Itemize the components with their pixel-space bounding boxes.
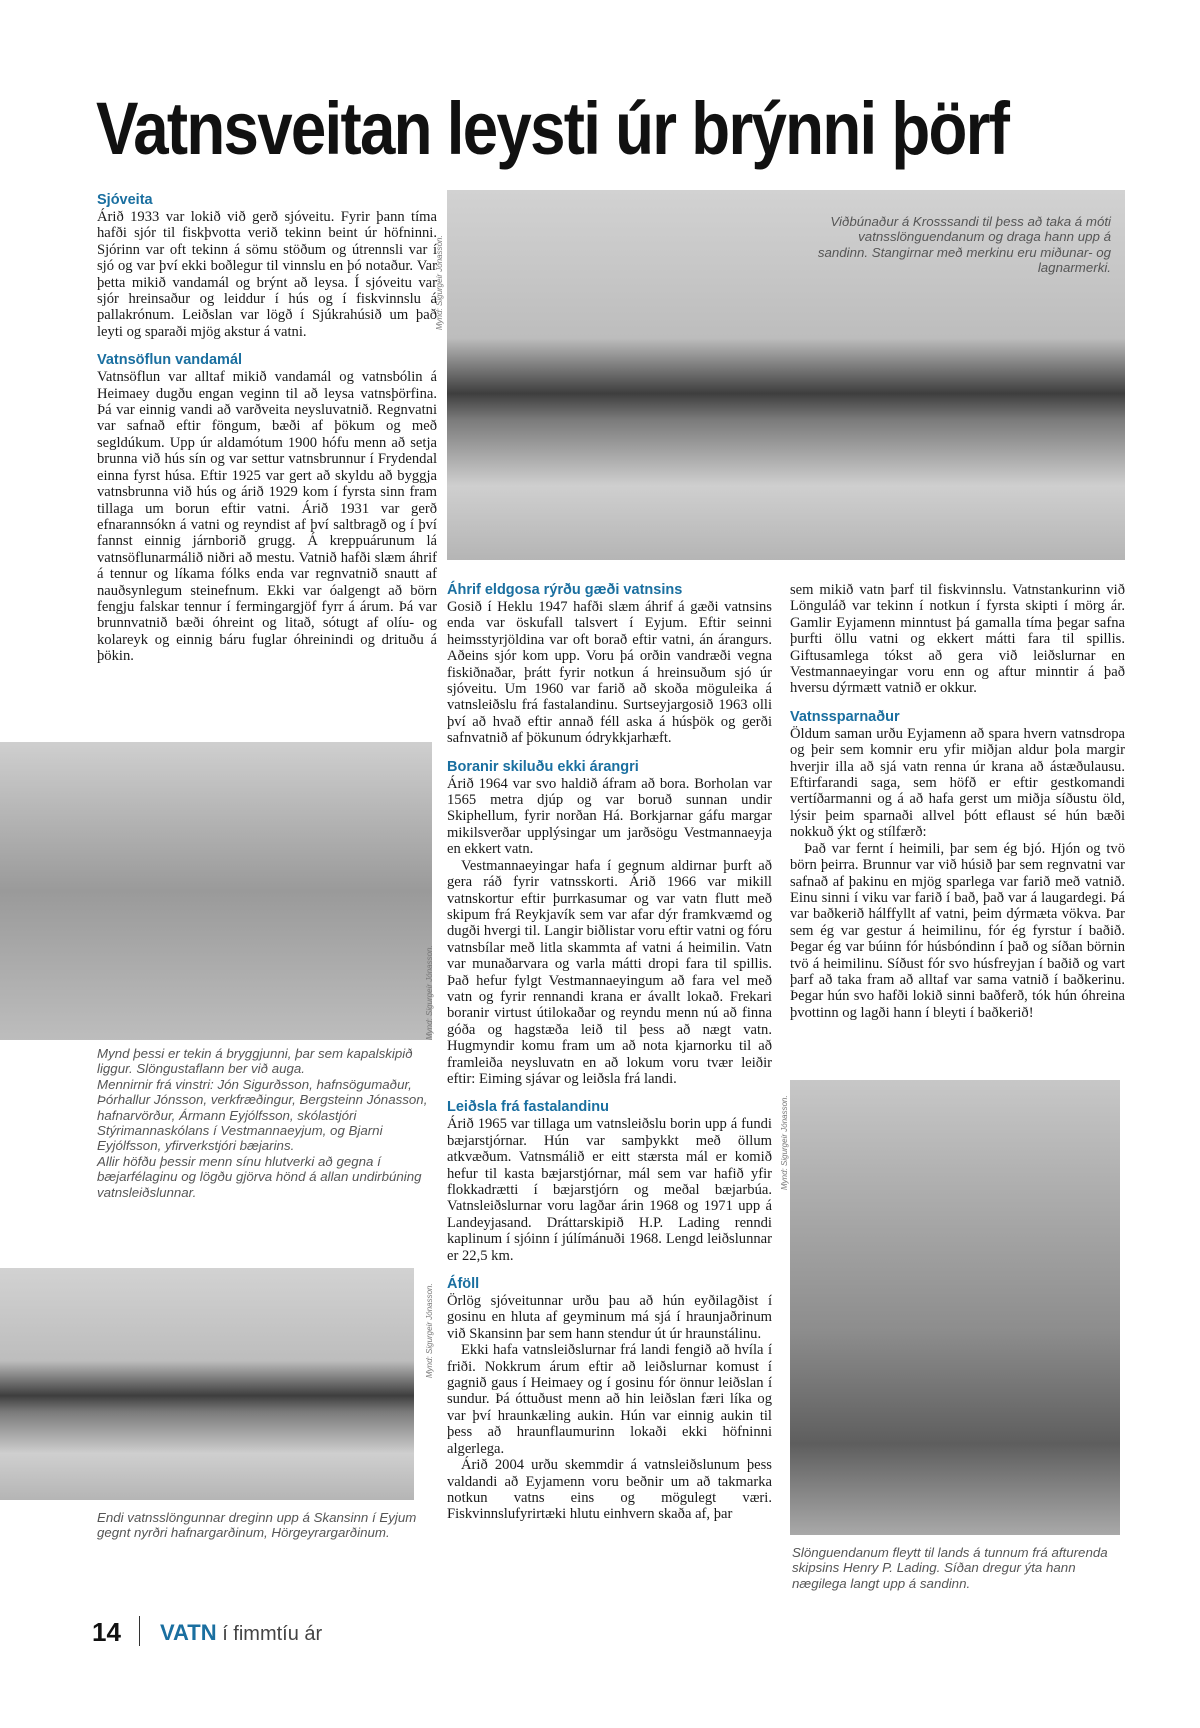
section-heading: Vatnsöflun vandamál (97, 352, 243, 369)
photo-floats (790, 1080, 1120, 1535)
photo-krosssandur (447, 190, 1125, 560)
section-heading: Sjóveita (97, 192, 153, 208)
brand-subtitle: í fimmtíu ár (222, 1623, 323, 1645)
section-body: sem mikið vatn þarf til fiskvinnslu. Vatnstankurinn við Lönguláð var tekinn í notkun í fyrsta skipti í mörg ár. Gamlir Eyjamenn minntust þá gamalla tíma þegar safna þurfti öllu vatni og ekkert mátti fara til spillis. Giftusamlega tókst að gera við leiðslurnar en Vestmannaeyingar voru enn og aftur minntir á það hversu dýrmætt vatnið er okkur. (790, 582, 1125, 697)
photo-caption: Slönguendanum fleytt til lands á tunnum frá afturenda skipsins Henry P. Lading. Síðan dregur ýta hann nægilega langt upp á sandinn. (792, 1545, 1108, 1591)
photo-credit: Mynd: Sigurgeir Jónasson. (425, 1283, 434, 1378)
section-body: Ekki hafa vatnsleiðslurnar frá landi fengið að hvíla í friði. Nokkrum árum eftir að leiðslurnar komust í gagnið gaus í Heimaey og í gosinu fór önnur leiðslan í sundur. Þá óttuðust menn að hin leiðslan færi líka og var því hraunkæling aukin. Hún var einnig aukin til þess að hraunflaumurinn lokaði ekki höfninni algerlega. (447, 1342, 772, 1457)
photo-credit: Mynd: Sigurgeir Jónasson. (435, 235, 444, 330)
section-body: Vatnsöflun var alltaf mikið vandamál og vatnsbólin á Heimaey dugðu engan veginn til að leysa vatnsþörfina. Þá var einnig vandi að varðveita neysluvatnið. Regnvatni var safnað eftir föngum, bæði af þökum og með segldúkum. Upp úr aldamótum 1900 hófu menn að setja brunna við hús sín og var settur vatnsbrunnur í Frydendal einna fyrst húsa. Eftir 1925 var gert að skyldu að byggja vatnsbrunna við hús og árið 1929 kom í fyrsta sinn fram tillaga um borun eftir vatni. Árið 1931 var gerð efnarannsókn á vatni og reyndist af því saltbragð og í því fannst einnig járnborið grugg. Á kreppuárunum lá vatnsöflunarmálið niðri að mestu. Vatnið hafði slæm áhrif á tennur og líkama fólks enda var regnvatnið snautt af nauðsynlegum steinefnum. Ekki var óalgengt að börn fengju falskar tennur í fermingargjöf fyrr á árum. Þá var brunnvatnið bæði óhreint og litað, sótugt af olíu- og kolareyk og einnig báru fuglar óhreinindi og drituðu á þökin. (97, 369, 437, 665)
section-heading: Leiðsla frá fastalandinu (447, 1099, 609, 1116)
footer-divider (139, 1616, 140, 1646)
section-body: Árið 1933 var lokið við gerð sjóveitu. Fyrir þann tíma hafði sjór til fiskþvotta verið tekinn beint úr höfninni. Sjórinn var oft tekinn á sömu stöðum og útrennsli var í sjó og var því ekki boðlegur til vinnslu en þó notaður. Var þetta mikið vandamál og brýnt að leysa. Í sjóveitu var sjór hreinsaður og leiddur í hús og í fiskvinnslu á pallakrónum. Leiðslan var lögð í Sjúkrahúsið um það leyti og sparaði mjög akstur á vatni. (97, 209, 437, 340)
section-heading: Boranir skiluðu ekki árangri (447, 758, 639, 775)
section-body: Vestmannaeyingar hafa í gegnum aldirnar þurft að gera ráð fyrir vatnsskorti. Árið 1966 var mikill vatnskortur eftir þurrkasumar og var vatn flutt með skipum frá Reykjavík sem var afar dýr framkvæmd og dugði hvergi til. Langir biðlistar voru eftir vatni og fóru vatnsbílar með litla skammta af vatni á heimilin. Vatn var munaðarvara og varla mátti dropi fara til spillis. Það hefur fylgt Vestmannaeyingum að fara vel með vatn og fyrir rennandi krana er ávallt lokað. Frekari boranir virtust útilokaðar og reyndu menn nú að finna góða og hagstæða leið til þess að nægt vatn. Hugmyndir komu fram um að nota kjarnorku til að framleiða neysluvatn en að lokum voru tvær leiðir eftir: Eiming sjávar og leiðsla frá landi. (447, 857, 772, 1087)
photo-credit: Mynd: Sigurgeir Jónasson. (425, 945, 434, 1040)
left-column (97, 192, 437, 665)
page-number: 14 (92, 1617, 121, 1647)
section-heading: Vatnssparnaður (790, 708, 900, 725)
section-heading: Áföll (447, 1276, 480, 1293)
photo-men-on-pier (0, 742, 432, 1040)
section-body: Það var fernt í heimili, þar sem ég bjó. Hjón og tvö börn þeirra. Brunnur var við húsið þar sem regnvatni var safnað af þakinu en mjög sparlega var farið með vatnið. Einu sinni í viku var farið í bað, það var á laugardegi. Þá var baðkerið hálffyllt af vatni, þeim dýrmæta vökva. Þar sem ég var gestur á heimilinu, fór ég fyrstur í baðið. Þegar ég var búinn fór húsbóndinn í það og síðan börnin tvö á heimilinu. Síðust fór svo húsfreyjan í baðið og vart þarf að taka fram að alltaf var sama vatnið í baðkerinu. Þegar hún svo hafði lokið sinni baðferð, tók hún óhreina þvottinn og lagði hann í bleyti í baðkerið! (790, 840, 1125, 1021)
photo-caption: Endi vatnsslöngunnar dreginn upp á Skansinn í Eyjum gegnt nyrðri hafnargarðinum, Hörgeyrargarðinum. (97, 1510, 417, 1541)
footer-brand (160, 1620, 322, 1646)
photo-ship (0, 1268, 414, 1500)
photo-credit: Mynd: Sigurgeir Jónasson. (780, 1095, 789, 1190)
section-body: Öldum saman urðu Eyjamenn að spara hvern vatnsdropa og þeir sem komnir eru yfir miðjan aldur þola margir hverjir illa að sjá vatn renna úr krana að ástæðulausu. Eftirfarandi saga, sem höfð er eftir gestkomandi vertíðarmanni og á að hafa gerst um miðja síðustu öld, lýsir þeim sparnaði allvel þótt eflaust sé hún bæði nokkuð ýkt og stílfærð: (790, 725, 1125, 841)
photo-caption: Viðbúnaður á Krosssandi til þess að taka á móti vatnsslönguendanum og draga hann upp á sandinn. Stangirnar með merkinu eru miðunar- og lagnarmerki. (817, 214, 1111, 276)
section-body: Örlög sjóveitunnar urðu þau að hún eyðilagðist í gosinu en hluta af geyminum má sjá í hraunjaðrinum við Skansinn þar sem hann stendur út úr hraunstálinu. (447, 1293, 772, 1342)
section-heading: Áhrif eldgosa rýrðu gæði vatnsins (447, 582, 683, 598)
section-body: Árið 2004 urðu skemmdir á vatnsleiðslunum þess valdandi að Eyjamenn voru beðnir um að takmarka notkun vatns eins og mögulegt væri. Fiskvinnslufyrirtæki hlutu einhvern skaða af, þar (447, 1457, 772, 1523)
right-column (790, 582, 1125, 1021)
photo-caption: Mynd þessi er tekin á bryggjunni, þar sem kapalskipið liggur. Slöngustaflann ber við auga. Mennirnir frá vinstri: Jón Sigurðsson, hafnsögumaður, Þórhallur Jónsson, verkfræðingur, Bergsteinn Jónasson, hafnarvörður, Ármann Eyjólfsson, skólastjóri Stýrimannaskólans í Vestmannaeyjum, og Bjarni Eyjólfsson, yfirverkstjóri bæjarins. Allir höfðu þessir menn sínu hlutverki að gegna í bæjarfélaginu og lögðu gjörva hönd á allan undirbúning vatnsleiðslunnar. (97, 1046, 428, 1200)
page-title: Vatnsveitan leysti úr brýnni þörf (96, 87, 1009, 170)
section-body: Árið 1965 var tillaga um vatnsleiðslu borin upp á fundi bæjarstjórnar. Hún var samþykkt með öllum atkvæðum. Vatnsmálið er eitt stærsta mál er komið hefur til kasta bæjarstjórnar, mál sem var hafið yfir flokkadrætti í bæjarstjórn og meðal bæjarbúa. Vatnsleiðslurnar voru lagðar árin 1968 og 1971 upp á Landeyjasand. Dráttarskipið H.P. Lading renndi kaplinum í sjóinn í júlímánuði 1968. Lengd leiðslunnar er 22,5 km. (447, 1116, 772, 1264)
middle-column (447, 582, 772, 1523)
section-body: Árið 1964 var svo haldið áfram að bora. Borholan var 1565 metra djúp og var boruð sunnan undir Skiphellum, fyrir norðan Há. Borkjarnar gáfu margar mikilsverðar upplýsingar um jarðsögu Vestmannaeyja en ekkert vatn. (447, 775, 772, 858)
brand-name: VATN (160, 1620, 217, 1645)
section-body: Gosið í Heklu 1947 hafði slæm áhrif á gæði vatnsins enda var öskufall talsvert í Eyjum. Eftir seinni heimsstyrjöldina var oft borað eftir vatni, án árangurs. Aðeins sjór kom upp. Voru þá orðin vandræði vegna fiskiðnaðar, þrátt fyrir notkun á hreinsuðum sjó úr sjóveitu. Um 1960 var farið að skoða möguleika á vatnsleiðslu frá fastalandinu. Surtseyjargosið 1963 olli því að hvað eftir annað féll aska á húsþök og gerði safnvatnið af þökunum ódrykkjarhæft. (447, 599, 772, 747)
